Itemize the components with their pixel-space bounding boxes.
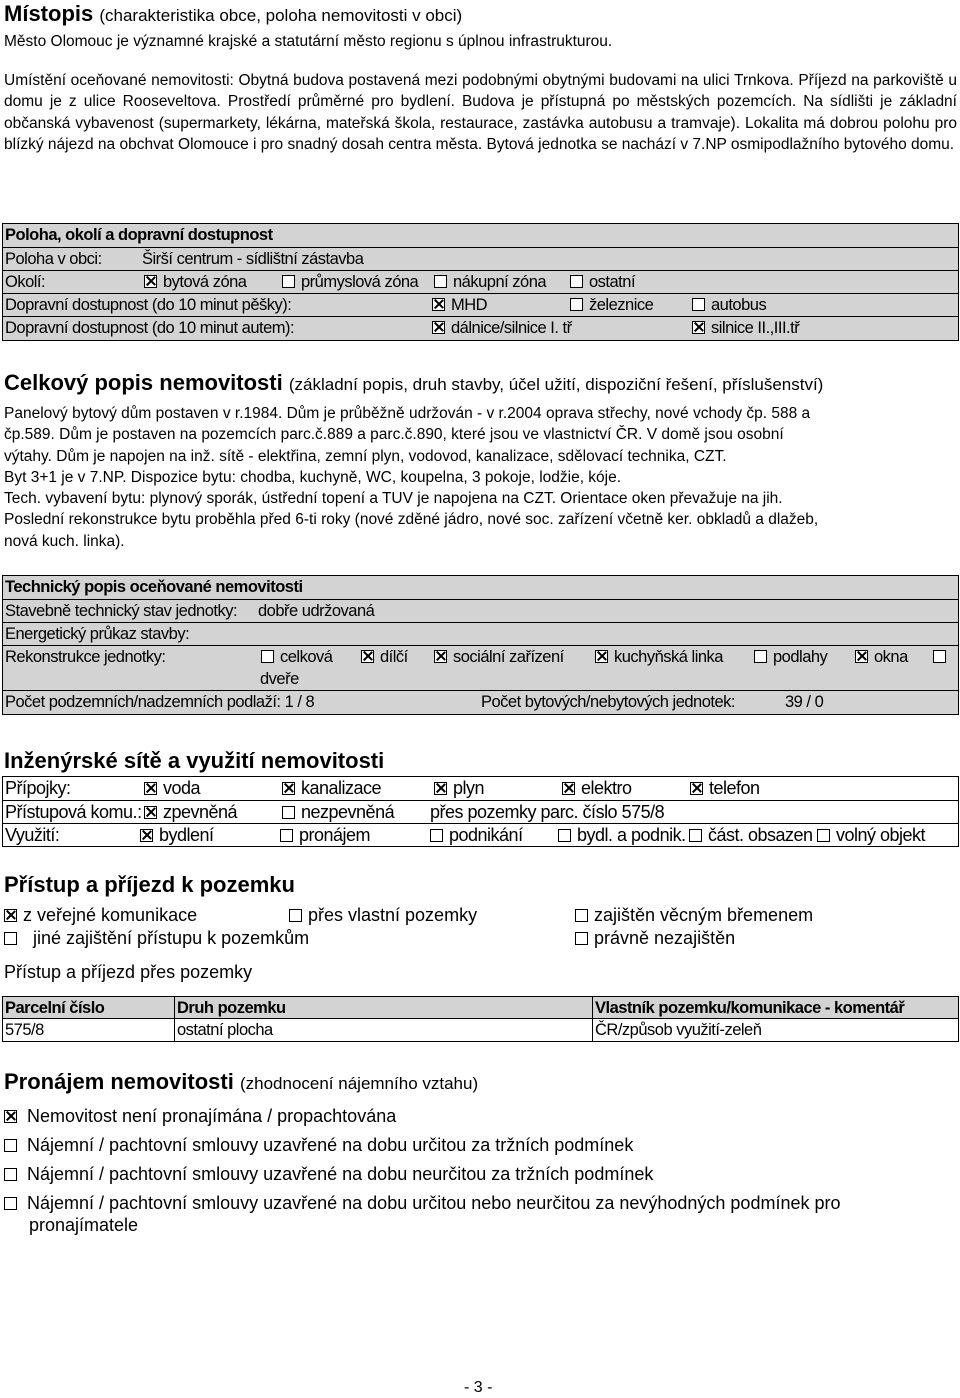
komu-option[interactable]: zpevněná bbox=[144, 801, 237, 823]
table-header: Parcelní číslo bbox=[2, 996, 175, 1019]
checkbox-empty-icon bbox=[817, 829, 830, 842]
checkbox-empty-icon bbox=[692, 298, 705, 311]
checkbox-empty-icon bbox=[4, 1168, 17, 1181]
vyuziti-option[interactable]: bydlení bbox=[140, 824, 214, 846]
energ-label: Energetický průkaz stavby: bbox=[5, 625, 190, 643]
vyuziti-option[interactable]: podnikání bbox=[430, 824, 523, 846]
checkbox-checked-icon bbox=[144, 275, 157, 288]
vyuziti-option[interactable]: volný objekt bbox=[817, 824, 925, 846]
checkbox-empty-icon bbox=[261, 650, 274, 663]
checkbox-empty-icon bbox=[434, 275, 447, 288]
mistopis-paragraph-1: Město Olomouc je významné krajské a statutární město regionu s úplnou infrastrukturou. bbox=[4, 33, 613, 50]
checkbox-empty-icon bbox=[689, 829, 702, 842]
poloha-heading-row bbox=[3, 224, 958, 247]
checkbox-checked-icon bbox=[855, 650, 868, 663]
section-title-celkovy bbox=[4, 370, 823, 396]
podlazi-label: Počet podzemních/nadzemních podlaží: 1 / 8 bbox=[5, 693, 315, 711]
celkovy-line: Byt 3+1 je v 7.NP. Dispozice bytu: chodba, kuchyně, WC, koupelna, 3 pokoje, lodžie, kóje. bbox=[4, 468, 622, 486]
checkbox-checked-icon bbox=[432, 321, 445, 334]
rek-wrap-label: dveře bbox=[260, 670, 299, 688]
pristup-title: Přístup a příjezd k pozemku bbox=[4, 872, 295, 897]
poloha-box bbox=[2, 223, 959, 341]
page-number: - 3 - bbox=[464, 1379, 493, 1396]
pristup-option[interactable]: zajištěn věcným břemenem bbox=[575, 905, 813, 926]
checkbox-checked-icon bbox=[562, 782, 575, 795]
rek-option[interactable]: okna bbox=[855, 646, 908, 668]
autem-option[interactable]: silnice II.,III.tř bbox=[692, 317, 799, 339]
rek-option[interactable]: podlahy bbox=[754, 646, 827, 668]
pronajem-option[interactable]: Nájemní / pachtovní smlouvy uzavřené na dobu určitou za tržních podmínek bbox=[4, 1135, 633, 1156]
parcel-table bbox=[2, 996, 959, 1043]
poloha-value: Širší centrum - sídlištní zástavba bbox=[142, 250, 364, 268]
checkbox-checked-icon bbox=[4, 1110, 17, 1123]
checkbox-checked-icon bbox=[4, 909, 17, 922]
pripojky-option[interactable]: telefon bbox=[690, 777, 760, 799]
pristup-option[interactable]: právně nezajištěn bbox=[575, 928, 735, 949]
table-cell: ČR/způsob využití-zeleň bbox=[592, 1019, 959, 1042]
vyuziti-option[interactable]: pronájem bbox=[280, 824, 370, 846]
checkbox-empty-icon bbox=[575, 932, 588, 945]
rek-label: Rekonstrukce jednotky: bbox=[5, 648, 166, 666]
pesky-option[interactable]: železnice bbox=[570, 294, 653, 316]
pripojky-row bbox=[3, 777, 958, 800]
celkovy-text bbox=[4, 403, 956, 552]
checkbox-checked-icon bbox=[692, 321, 705, 334]
pripojky-label: Přípojky: bbox=[5, 778, 71, 798]
checkbox-empty-icon bbox=[289, 909, 302, 922]
table-cell: ostatní plocha bbox=[174, 1019, 593, 1042]
jednotky-label: Počet bytových/nebytových jednotek: bbox=[481, 693, 735, 711]
rekonstrukce-row bbox=[3, 645, 958, 690]
autem-label: Dopravní dostupnost (do 10 minut autem): bbox=[5, 319, 295, 337]
checkbox-checked-icon bbox=[432, 298, 445, 311]
pronajem-option[interactable]: Nemovitost není pronajímána / propachtována bbox=[4, 1106, 396, 1127]
checkbox-empty-icon bbox=[282, 275, 295, 288]
pronajem-option[interactable]: Nájemní / pachtovní smlouvy uzavřené na dobu neurčitou za tržních podmínek bbox=[4, 1164, 653, 1185]
vyuziti-option[interactable]: bydl. a podnik. bbox=[558, 824, 686, 846]
table-cell: 575/8 bbox=[2, 1019, 175, 1042]
checkbox-checked-icon bbox=[434, 782, 447, 795]
celkovy-line: nová kuch. linka). bbox=[4, 532, 125, 550]
pesky-option[interactable]: autobus bbox=[692, 294, 766, 316]
pronajem-option[interactable]: Nájemní / pachtovní smlouvy uzavřené na dobu určitou nebo neurčitou za nevýhodných podmínek pro bbox=[4, 1193, 841, 1214]
pronajem-wrap: pronajímatele bbox=[29, 1215, 139, 1235]
rek-option[interactable]: sociální zařízení bbox=[434, 646, 564, 668]
checkbox-empty-icon bbox=[570, 275, 583, 288]
checkbox-empty-icon bbox=[570, 298, 583, 311]
pristup-option[interactable]: jiné zajištění přístupu k pozemkům bbox=[4, 928, 309, 949]
pripojky-option[interactable]: plyn bbox=[434, 777, 484, 799]
autem-option[interactable]: dálnice/silnice I. tř bbox=[432, 317, 572, 339]
pristup-option[interactable]: z veřejné komunikace bbox=[4, 905, 197, 926]
celkovy-line: Poslední rekonstrukce bytu proběhla před 6-ti roky (nové zděné jádro, nové soc. zařízení včetně ker. obkladů a dlažeb, bbox=[4, 511, 819, 529]
pristup-subtitle: Přístup a příjezd přes pozemky bbox=[4, 962, 253, 982]
checkbox-checked-icon bbox=[361, 650, 374, 663]
mistopis-paragraph-2: Umístění oceňované nemovitosti: Obytná budova postavená mezi podobnými obytnými budovami na ulici Trnkova. Příjezd na parkoviště u domu je z ulice Rooseveltova. Prostředí průměrné pro bydlení. Budova je přístupná po městských pozemcích. Na sídlišti je základní občanská vybavenost (supermarkety, lékárna, mateřská škola, restaurace, zastávka autobusu a tramvaje). Lokalita má dobrou polohu pro blízký nájezd na obchvat Olomouce i pro snadný dosah centra města. Bytová jednotka se nachází v 7.NP osmipodlažního bytového domu. bbox=[4, 72, 957, 153]
pronajem-subtitle: (zhodnocení nájemního vztahu) bbox=[239, 1074, 479, 1093]
celkovy-subtitle: (základní popis, druh stavby, účel užití, dispoziční řešení, příslušenství) bbox=[288, 375, 824, 394]
checkbox-empty-icon bbox=[754, 650, 767, 663]
vyuziti-label: Využití: bbox=[5, 825, 60, 845]
celkovy-line: čp.589. Dům je postaven na pozemcích parc.č.889 a parc.č.890, které jsou ve vlastnictví ČR. V domě jsou osobní bbox=[4, 426, 784, 444]
rek-option[interactable]: celková bbox=[261, 646, 332, 668]
stav-row bbox=[3, 599, 958, 622]
checkbox-checked-icon bbox=[434, 650, 447, 663]
komu-row bbox=[3, 800, 958, 823]
pristup-option[interactable]: přes vlastní pozemky bbox=[289, 905, 477, 926]
vyuziti-option[interactable]: část. obsazen bbox=[689, 824, 813, 846]
okoli-option[interactable]: ostatní bbox=[570, 271, 635, 293]
poloha-row bbox=[3, 247, 958, 270]
checkbox-checked-icon bbox=[595, 650, 608, 663]
rek-option[interactable]: kuchyňská linka bbox=[595, 646, 723, 668]
autem-row bbox=[3, 316, 958, 340]
checkbox-empty-icon bbox=[4, 1139, 17, 1152]
okoli-option[interactable]: průmyslová zóna bbox=[282, 271, 418, 293]
celkovy-line: výtahy. Dům je napojen na inž. sítě - elektřina, zemní plyn, vodovod, kanalizace, sdělovací technika, CZT. bbox=[4, 447, 727, 465]
okoli-row bbox=[3, 270, 958, 293]
rek-option[interactable] bbox=[933, 646, 952, 668]
okoli-label: Okolí: bbox=[5, 273, 46, 291]
mistopis-subtitle: (charakteristika obce, poloha nemovitosti v obci) bbox=[99, 6, 463, 25]
section-title-pronajem bbox=[4, 1069, 478, 1095]
checkbox-empty-icon bbox=[933, 650, 946, 663]
technicky-box bbox=[2, 575, 959, 715]
celkovy-line: Panelový bytový dům postaven v r.1984. Dům je průběžně udržován - v r.2004 oprava střechy, nové vchody čp. 588 a bbox=[4, 405, 811, 422]
celkovy-title: Celkový popis nemovitosti bbox=[4, 370, 283, 395]
checkbox-empty-icon bbox=[558, 829, 571, 842]
checkbox-checked-icon bbox=[144, 806, 157, 819]
stav-value: dobře udržovaná bbox=[258, 602, 375, 620]
technicky-heading-row bbox=[3, 576, 958, 599]
poloha-label: Poloha v obci: bbox=[5, 250, 102, 268]
mistopis-title: Místopis bbox=[4, 1, 94, 26]
celkovy-line: Tech. vybavení bytu: plynový sporák, ústřední topení a TUV je napojena na CZT. Orientace oken převažuje na jih. bbox=[4, 490, 783, 508]
komu-label: Přístupová komu.: bbox=[5, 802, 142, 822]
checkbox-checked-icon bbox=[144, 782, 157, 795]
site-title: Inženýrské sítě a využití nemovitosti bbox=[4, 748, 385, 773]
okoli-option[interactable]: nákupní zóna bbox=[434, 271, 546, 293]
checkbox-empty-icon bbox=[430, 829, 443, 842]
checkbox-empty-icon bbox=[282, 806, 295, 819]
table-header: Vlastník pozemku/komunikace - komentář bbox=[592, 996, 959, 1019]
checkbox-empty-icon bbox=[4, 1197, 17, 1210]
pesky-option[interactable]: MHD bbox=[432, 294, 487, 316]
pronajem-title: Pronájem nemovitosti bbox=[4, 1069, 234, 1094]
komu-text: přes pozemky parc. číslo 575/8 bbox=[430, 802, 665, 822]
pesky-label: Dopravní dostupnost (do 10 minut pěšky): bbox=[5, 296, 292, 314]
checkbox-empty-icon bbox=[575, 909, 588, 922]
table-header: Druh pozemku bbox=[174, 996, 593, 1019]
technicky-heading: Technický popis oceňované nemovitosti bbox=[5, 578, 303, 596]
section-title-mistopis bbox=[4, 1, 462, 27]
komu-option[interactable]: nezpevněná bbox=[282, 801, 394, 823]
energ-row bbox=[3, 622, 958, 645]
checkbox-checked-icon bbox=[690, 782, 703, 795]
poloha-heading: Poloha, okolí a dopravní dostupnost bbox=[5, 226, 273, 244]
pesky-row bbox=[3, 293, 958, 316]
pripojky-option[interactable]: kanalizace bbox=[282, 777, 381, 799]
site-box bbox=[2, 776, 959, 847]
checkbox-empty-icon bbox=[280, 829, 293, 842]
vyuziti-row bbox=[3, 823, 958, 847]
rek-option[interactable]: dílčí bbox=[361, 646, 408, 668]
checkbox-checked-icon bbox=[282, 782, 295, 795]
checkbox-checked-icon bbox=[140, 829, 153, 842]
podlazi-row bbox=[3, 690, 958, 714]
checkbox-empty-icon bbox=[4, 932, 17, 945]
pripojky-option[interactable]: voda bbox=[144, 777, 200, 799]
okoli-option[interactable]: bytová zóna bbox=[144, 271, 246, 293]
stav-label: Stavebně technický stav jednotky: bbox=[5, 602, 238, 620]
jednotky-value: 39 / 0 bbox=[785, 693, 824, 711]
pripojky-option[interactable]: elektro bbox=[562, 777, 632, 799]
